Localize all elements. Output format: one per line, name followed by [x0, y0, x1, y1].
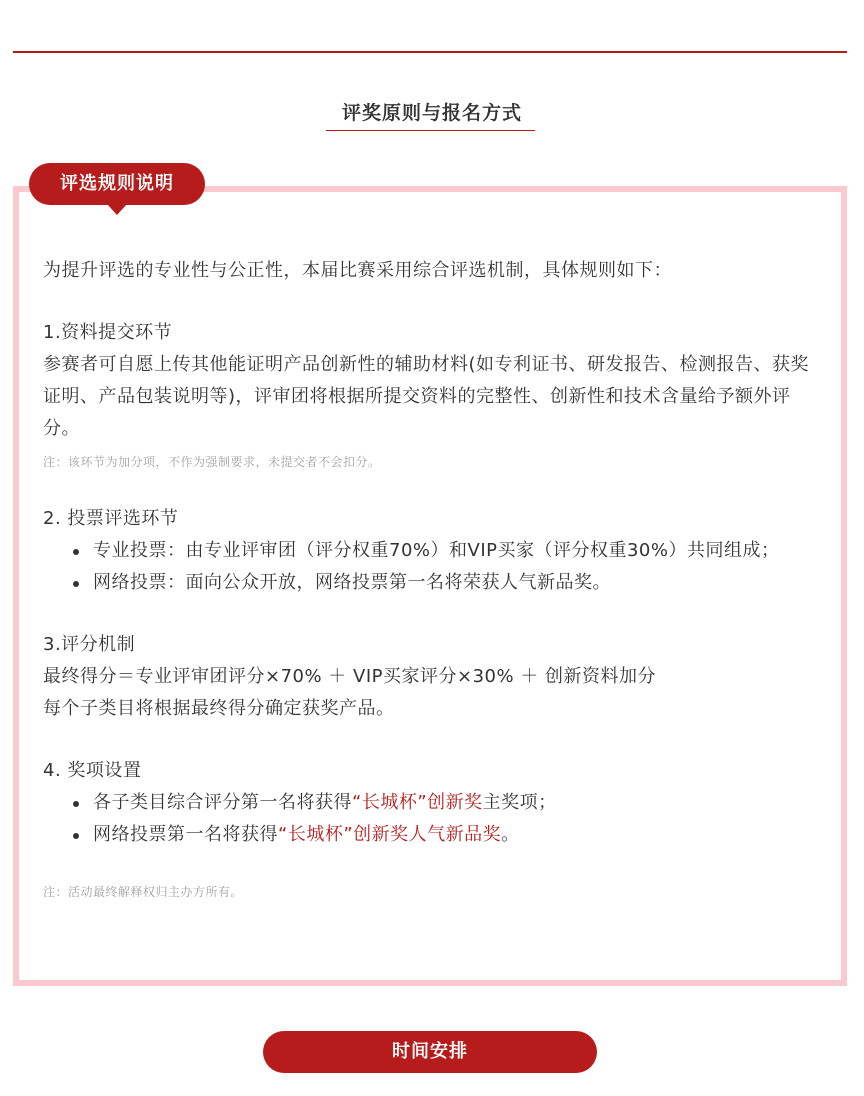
section-4-heading: 4. 奖项设置: [43, 760, 142, 781]
final-note: 注：活动最终解释权归主办方所有。: [43, 885, 244, 899]
award-text: 各子类目综合评分第一名将获得: [93, 792, 352, 813]
award-highlight: “长城杯”创新奖人气新品奖: [278, 824, 502, 845]
title-underline: [326, 130, 535, 131]
schedule-button[interactable]: 时间安排: [263, 1031, 597, 1073]
section-title: 评奖原则与报名方式: [341, 102, 522, 124]
voting-list: [43, 535, 823, 599]
award-text: 。: [501, 824, 520, 845]
section-1-heading: 1.资料提交环节: [43, 322, 173, 343]
section-1-note: 注：该环节为加分项，不作为强制要求，未提交者不会扣分。: [43, 455, 381, 469]
section-2-heading: 2. 投票评选环节: [43, 508, 179, 529]
award-highlight: “长城杯”创新奖: [352, 792, 483, 813]
score-explanation: 每个子类目将根据最终得分确定获奖产品。: [43, 698, 395, 719]
list-item: [43, 787, 823, 819]
section-3-heading: 3.评分机制: [43, 634, 136, 655]
top-divider: [13, 51, 847, 53]
list-item: [43, 819, 823, 851]
rules-content: [43, 255, 823, 903]
rules-intro: 为提升评选的专业性与公正性，本届比赛采用综合评选机制，具体规则如下：: [43, 260, 672, 281]
rules-tab-label: 评选规则说明: [29, 163, 205, 205]
list-item: 专业投票：由专业评审团（评分权重70%）和VIP买家（评分权重30%）共同组成；: [43, 535, 823, 567]
score-formula: 最终得分＝专业评审团评分×70% ＋ VIP买家评分×30% ＋ 创新资料加分: [43, 666, 657, 687]
section-1-body: 参赛者可自愿上传其他能证明产品创新性的辅助材料(如专利证书、研发报告、检测报告、获奖证明、产品包装说明等)，评审团将根据所提交资料的完整性、创新性和技术含量给予额外评分。: [43, 354, 810, 439]
awards-list: [43, 787, 823, 851]
rules-tab-pointer: [107, 204, 127, 215]
list-item: 网络投票：面向公众开放，网络投票第一名将荣获人气新品奖。: [43, 567, 823, 599]
award-text: 主奖项；: [482, 792, 557, 813]
award-text: 网络投票第一名将获得: [93, 824, 278, 845]
